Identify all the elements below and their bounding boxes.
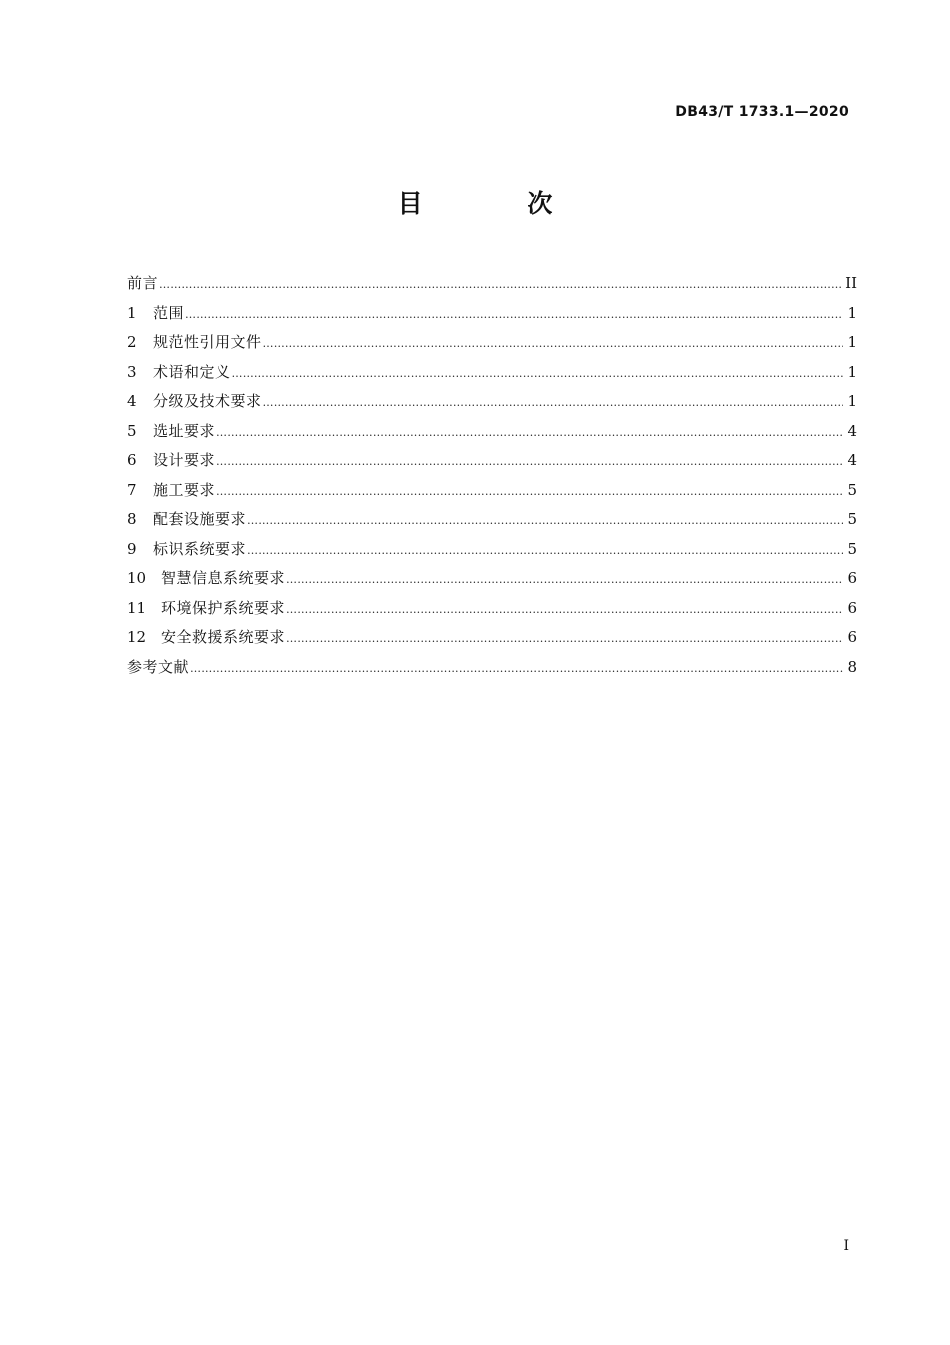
toc-item-label: 标识系统要求 [153,539,247,558]
toc-leader-dots [232,359,843,389]
toc-item-label: 术语和定义 [153,362,231,381]
toc-item-2[interactable] [127,328,857,358]
toc-item-label: 配套设施要求 [153,510,247,528]
document-code: DB43/T 1733.1—2020 [675,104,849,120]
toc-item-label: 范围 [153,303,185,322]
toc-item-page: 4 [847,451,857,469]
toc-item-7[interactable] [127,476,857,506]
toc-item-page: 1 [847,303,857,322]
toc-item-page: 4 [847,421,857,440]
toc-leader-dots [286,565,843,595]
toc-item-number: 1 [127,303,137,322]
toc-item-label: 前言 [127,274,159,292]
toc-item-label: 施工要求 [153,480,216,499]
toc-item-page: 5 [847,510,857,528]
toc-item-page: II [845,274,857,292]
toc-item-page: 5 [847,480,857,499]
toc-item-8[interactable] [127,505,857,535]
toc-item-10[interactable] [127,564,857,594]
toc-item-label: 智慧信息系统要求 [161,569,286,587]
toc-item-label: 设计要求 [153,451,216,469]
toc-item-number: 9 [127,539,137,558]
toc-leader-dots [216,477,843,507]
toc-item-11[interactable] [127,594,857,624]
toc-item-label: 环境保护系统要求 [161,598,286,617]
toc-item-3[interactable] [127,358,857,388]
toc-leader-dots [263,329,843,359]
toc-item-number: 5 [127,421,137,440]
table-of-contents [127,269,857,682]
toc-item-label: 参考文献 [127,657,190,676]
toc-item-label: 规范性引用文件 [153,333,262,351]
toc-leader-dots [263,388,843,418]
toc-leader-dots [247,506,843,536]
toc-item-4[interactable] [127,387,857,417]
toc-item-label: 分级及技术要求 [153,392,262,410]
toc-item-label: 安全救援系统要求 [161,628,286,646]
toc-leader-dots [190,654,843,684]
toc-item-page: 6 [847,569,857,587]
toc-item-foreword[interactable] [127,269,857,299]
toc-item-9[interactable] [127,535,857,565]
toc-item-number: 4 [127,392,137,410]
toc-item-page: 1 [847,392,857,410]
toc-item-number: 11 [127,598,147,617]
toc-item-number: 2 [127,333,137,351]
toc-item-6[interactable] [127,446,857,476]
toc-leader-dots [247,536,843,566]
toc-item-page: 1 [847,362,857,381]
toc-item-page: 1 [847,333,857,351]
toc-item-number: 6 [127,451,137,469]
page-number: I [843,1238,849,1254]
toc-item-12[interactable] [127,623,857,653]
toc-item-page: 6 [847,628,857,646]
toc-item-number: 3 [127,362,137,381]
toc-leader-dots [159,270,841,300]
toc-item-number: 12 [127,628,147,646]
toc-item-references[interactable] [127,653,857,683]
toc-item-5[interactable] [127,417,857,447]
toc-leader-dots [216,418,843,448]
toc-item-page: 5 [847,539,857,558]
toc-leader-dots [286,624,843,654]
toc-leader-dots [286,595,843,625]
page-title: 目 次 [397,189,601,218]
toc-item-page: 6 [847,598,857,617]
toc-item-number: 7 [127,480,137,499]
toc-item-number: 10 [127,569,147,587]
toc-item-number: 8 [127,510,137,528]
toc-item-label: 选址要求 [153,421,216,440]
toc-leader-dots [216,447,843,477]
toc-item-page: 8 [847,657,857,676]
toc-item-1[interactable] [127,299,857,329]
toc-leader-dots [185,300,843,330]
